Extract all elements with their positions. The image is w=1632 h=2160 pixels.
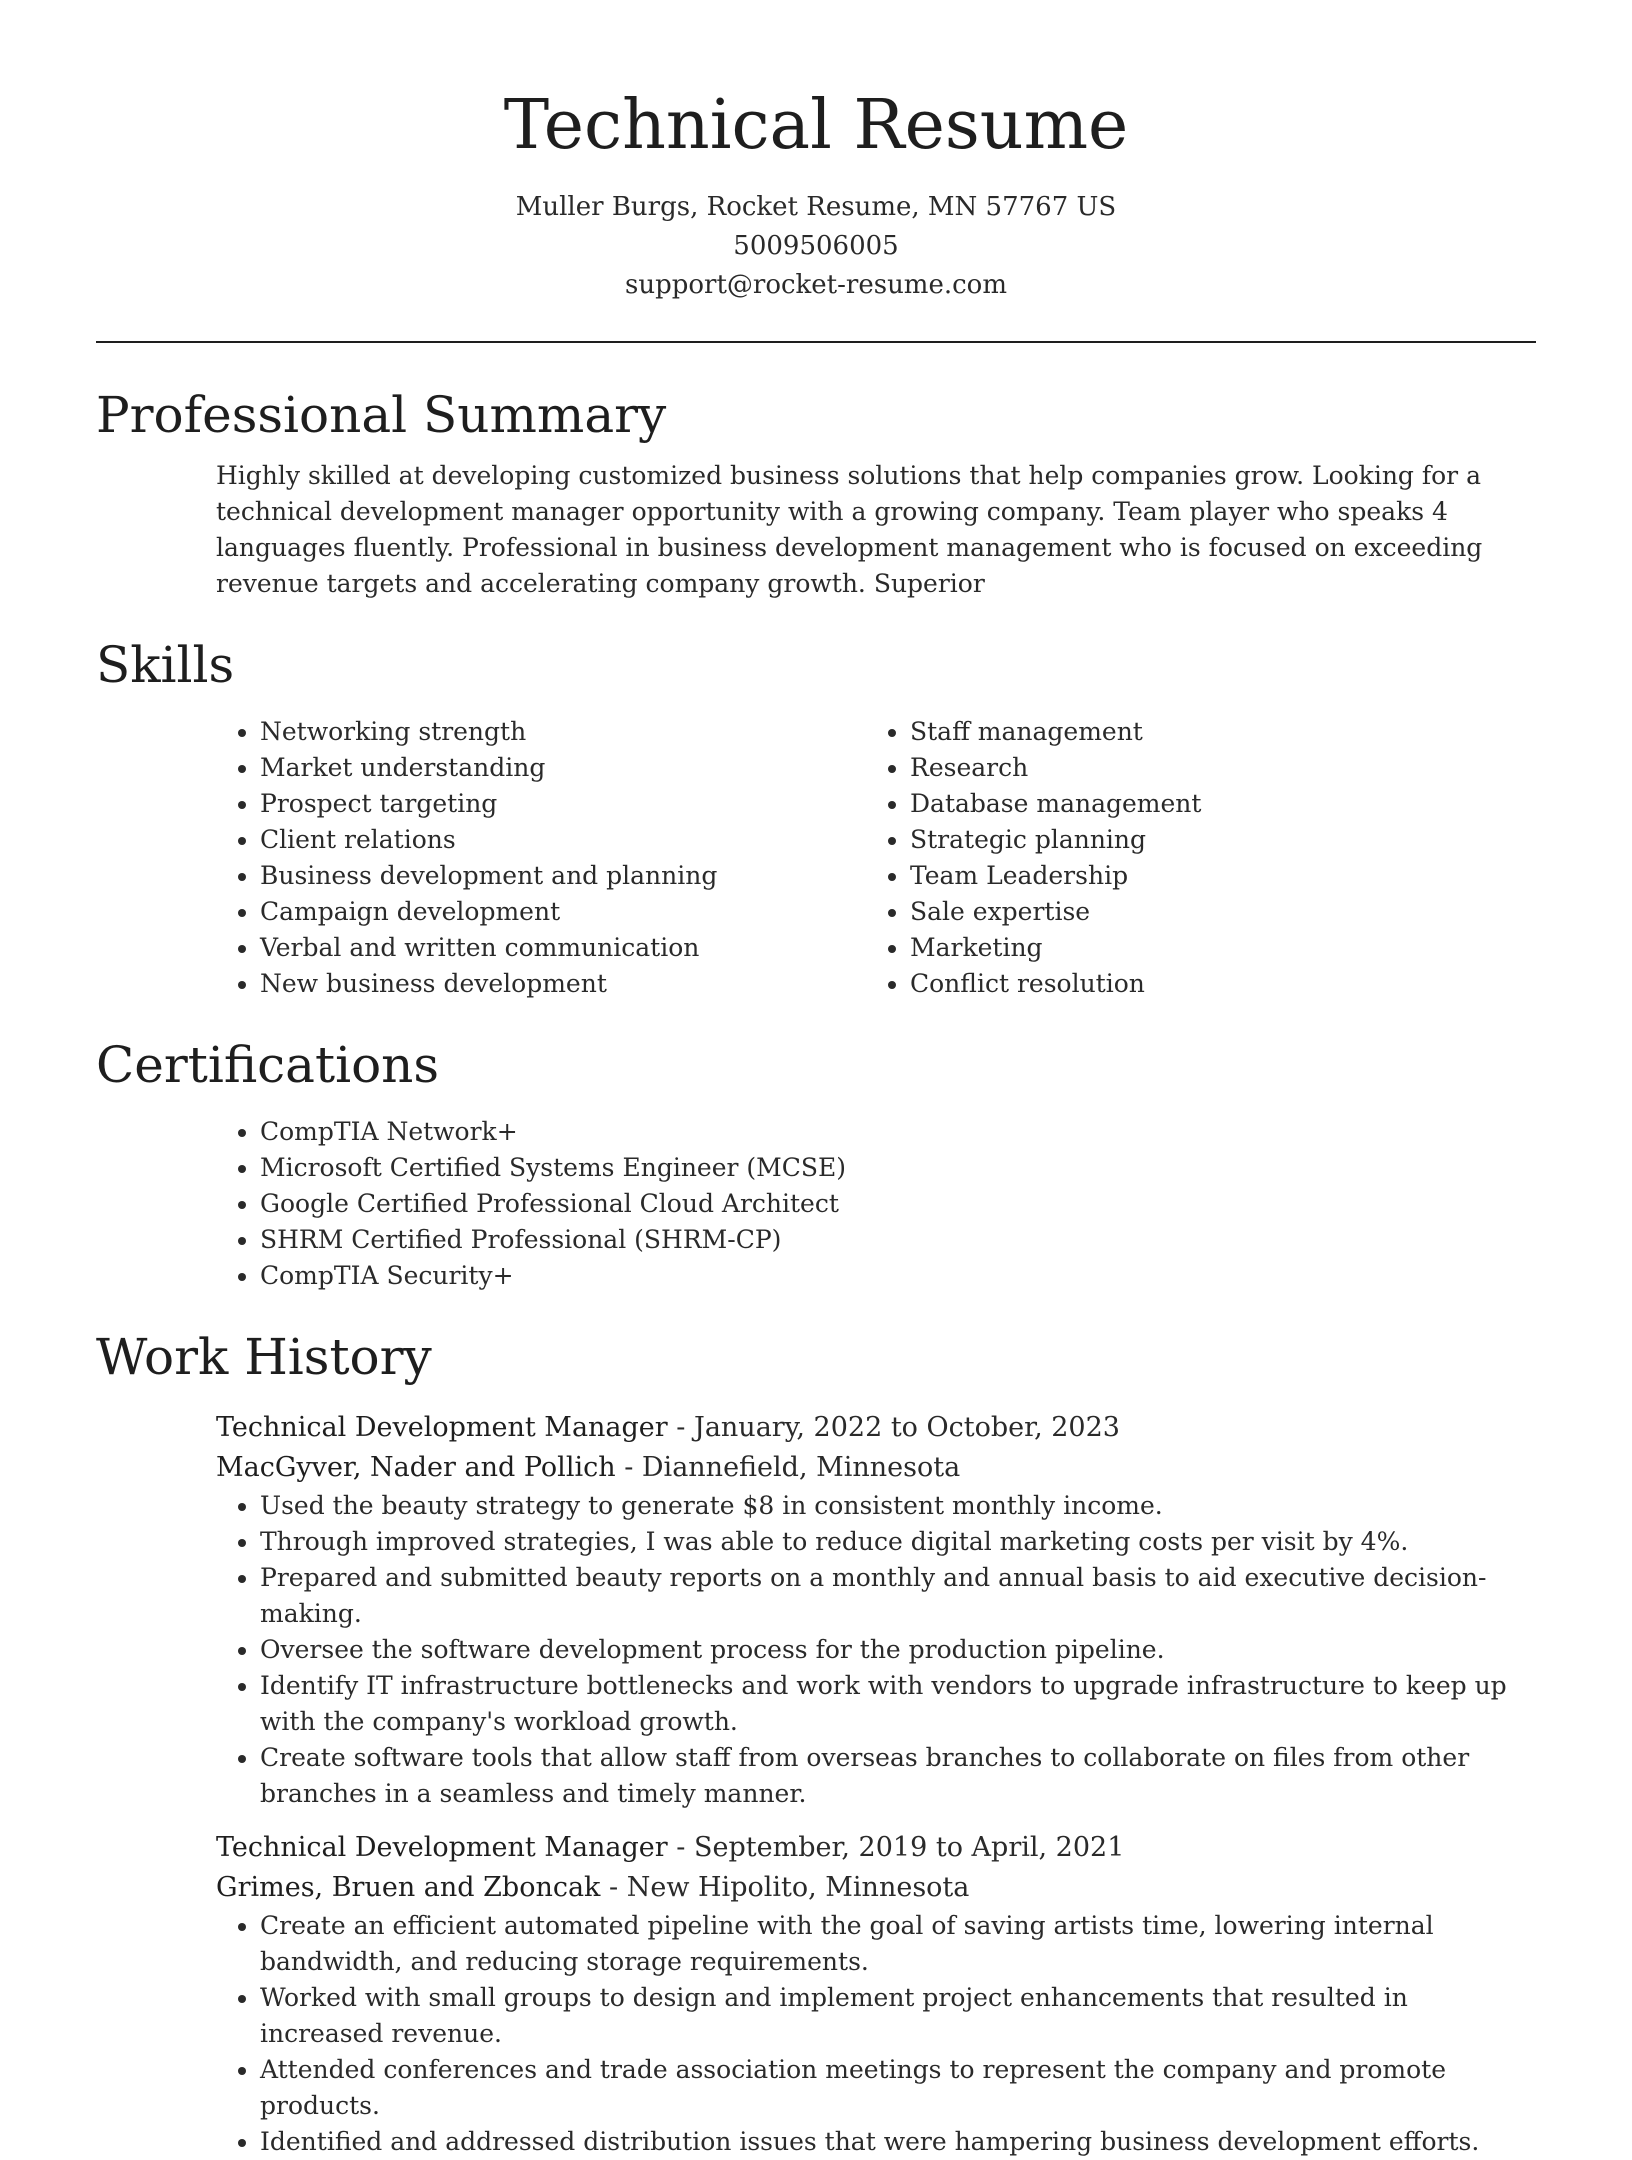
- skill-item: • Prospect targeting: [260, 786, 866, 822]
- work-history-section: [96, 1322, 1536, 2160]
- responsibility-item: • Oversee the software development process for the production pipeline.: [260, 1632, 1536, 1668]
- contact-email: support@rocket-resume.com: [624, 270, 1007, 300]
- job-company-line: [216, 1868, 1536, 1908]
- certifications-heading: Certifications: [96, 1036, 440, 1094]
- job-location: New Hipolito, Minnesota: [626, 1872, 970, 1903]
- job-title: Technical Development Manager: [216, 1412, 668, 1443]
- skill-item: • Market understanding: [260, 750, 866, 786]
- contact-address: Muller Burgs, Rocket Resume, MN 57767 US: [515, 192, 1117, 222]
- job-dates: September, 2019 to April, 2021: [694, 1832, 1125, 1863]
- certifications-section: [96, 1030, 1536, 1294]
- skill-item: • Database management: [910, 786, 1516, 822]
- summary-text: Highly skilled at developing customized business solutions that help companies grow. Looking for a technical development manager opportunity with a growing company. Team player who speaks 4 languages fluently. Professional in business development management who is focused on exceeding revenue targets and accelerating company growth. Superior: [216, 461, 1483, 598]
- job-responsibilities: [216, 1908, 1536, 2160]
- header-divider: [96, 341, 1536, 343]
- skill-item: • Sale expertise: [910, 894, 1516, 930]
- job-company: Grimes, Bruen and Zboncak: [216, 1872, 601, 1903]
- job-title-line: [216, 1828, 1536, 1868]
- job-separator: -: [667, 1832, 694, 1863]
- resume-title: Technical Resume: [503, 86, 1129, 165]
- summary-heading: Professional Summary: [96, 386, 667, 444]
- skill-item: • Team Leadership: [910, 858, 1516, 894]
- work-history-heading: Work History: [96, 1328, 432, 1386]
- certification-item: • CompTIA Security+: [260, 1258, 1536, 1294]
- skill-item: • Business development and planning: [260, 858, 866, 894]
- skill-item: • Strategic planning: [910, 822, 1516, 858]
- skills-column-right: [866, 714, 1516, 1002]
- responsibility-item: • Through improved strategies, I was able to reduce digital marketing costs per visit by 4%.: [260, 1524, 1536, 1560]
- skill-item: • Research: [910, 750, 1516, 786]
- skills-heading: Skills: [96, 636, 235, 694]
- responsibility-item: • Worked with small groups to design and implement project enhancements that resulted in increased revenue.: [260, 1980, 1536, 2052]
- certifications-list: [216, 1114, 1536, 1294]
- responsibility-item: • Create an efficient automated pipeline with the goal of saving artists time, lowering internal bandwidth, and reducing storage requirements.: [260, 1908, 1536, 1980]
- job-title: Technical Development Manager: [216, 1832, 668, 1863]
- skill-item: • Client relations: [260, 822, 866, 858]
- responsibility-item: • Identified and addressed distribution issues that were hampering business development efforts.: [260, 2124, 1536, 2160]
- skill-item: • Conflict resolution: [910, 966, 1516, 1002]
- job-separator: -: [600, 1872, 627, 1903]
- skill-item: • Verbal and written communication: [260, 930, 866, 966]
- job-company-line: [216, 1448, 1536, 1488]
- job-separator: -: [667, 1412, 694, 1443]
- responsibility-item: • Create software tools that allow staff from overseas branches to collaborate on files from other branches in a seamless and timely manner.: [260, 1740, 1536, 1812]
- skill-item: • New business development: [260, 966, 866, 1002]
- certifications-block: [216, 1114, 1536, 1294]
- skill-item: • Campaign development: [260, 894, 866, 930]
- responsibility-item: • Used the beauty strategy to generate $8 in consistent monthly income.: [260, 1488, 1536, 1524]
- responsibility-item: • Attended conferences and trade association meetings to represent the company and promote products.: [260, 2052, 1536, 2124]
- job-dates: January, 2022 to October, 2023: [694, 1412, 1120, 1443]
- job-entry: [216, 1828, 1536, 2160]
- skill-item: • Marketing: [910, 930, 1516, 966]
- resume-body: [96, 380, 1536, 2160]
- skills-section: [96, 630, 1536, 1002]
- job-company: MacGyver, Nader and Pollich: [216, 1452, 616, 1483]
- responsibility-item: • Identify IT infrastructure bottlenecks and work with vendors to upgrade infrastructure to keep up with the company's workload growth.: [260, 1668, 1536, 1740]
- certification-item: • CompTIA Network+: [260, 1114, 1536, 1150]
- contact-phone: 5009506005: [733, 231, 899, 261]
- certification-item: • Microsoft Certified Systems Engineer (MCSE): [260, 1150, 1536, 1186]
- contact-block: [0, 188, 1632, 305]
- skills-list-right: [866, 714, 1516, 1002]
- job-responsibilities: [216, 1488, 1536, 1812]
- resume-header: [0, 0, 1632, 305]
- job-entry: [216, 1408, 1536, 1812]
- certification-item: • SHRM Certified Professional (SHRM-CP): [260, 1222, 1536, 1258]
- skills-column-left: [216, 714, 866, 1002]
- job-location: Diannefield, Minnesota: [641, 1452, 961, 1483]
- skills-list-left: [216, 714, 866, 1002]
- skill-item: • Networking strength: [260, 714, 866, 750]
- responsibility-item: • Prepared and submitted beauty reports on a monthly and annual basis to aid executive decision-making.: [260, 1560, 1536, 1632]
- job-title-line: [216, 1408, 1536, 1448]
- skill-item: • Staff management: [910, 714, 1516, 750]
- summary-section: [96, 380, 1536, 602]
- skills-grid: [216, 714, 1536, 1002]
- job-separator: -: [615, 1452, 642, 1483]
- certification-item: • Google Certified Professional Cloud Architect: [260, 1186, 1536, 1222]
